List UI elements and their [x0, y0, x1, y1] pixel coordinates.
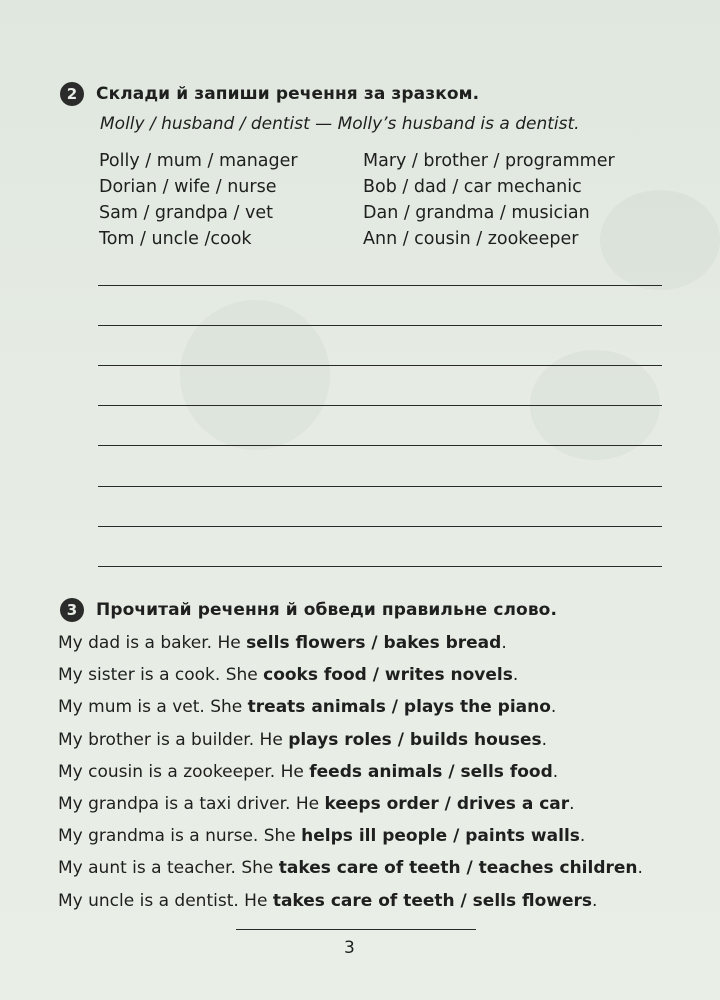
sentence-row: [58, 761, 708, 793]
choice-separator: /: [385, 697, 404, 718]
prompt-item: Dan / grandma / musician: [363, 203, 590, 223]
word-choice-option[interactable]: teaches children: [478, 858, 638, 879]
sentence-row: [58, 632, 708, 664]
sentence-text: My uncle is a dentist. He: [58, 890, 273, 911]
word-choice-option[interactable]: sells food: [460, 761, 553, 782]
sentence-row: [58, 664, 708, 696]
exercise-3-instruction: Прочитай речення й обведи правильне слово.: [96, 600, 558, 620]
sentence-period: .: [541, 729, 548, 750]
exercise-3-heading: [60, 598, 557, 622]
sentence-period: .: [579, 826, 586, 847]
word-choice-option[interactable]: sells flowers: [246, 633, 366, 653]
sentence-period: .: [637, 858, 643, 879]
example-sentence: Molly / husband / dentist — Molly’s husband is a dentist.: [100, 114, 580, 134]
answer-line[interactable]: [98, 566, 662, 567]
answer-line[interactable]: [98, 365, 662, 366]
sentence-period: .: [592, 890, 598, 911]
sentence-text: My grandma is a nurse. She: [58, 826, 302, 847]
word-choice-option[interactable]: paints walls: [465, 826, 580, 847]
prompt-item: Bob / dad / car mechanic: [363, 177, 582, 197]
sentence-text: My brother is a builder. He: [58, 729, 289, 750]
page-number: 3: [344, 938, 355, 958]
exercise-2-instruction: Склади й запиши речення за зразком.: [96, 84, 480, 104]
prompt-item: Polly / mum / manager: [99, 151, 298, 171]
word-choice-option[interactable]: builds houses: [409, 729, 542, 750]
choice-separator: /: [366, 665, 385, 686]
word-choice-option[interactable]: helps ill people: [301, 826, 448, 847]
prompt-item: Sam / grandpa / vet: [99, 203, 273, 223]
sentence-list: [58, 632, 708, 922]
choice-separator: /: [460, 858, 479, 879]
word-choice-option[interactable]: keeps order: [324, 793, 439, 814]
word-prompts: [99, 150, 679, 251]
word-choice-option[interactable]: takes care of teeth: [272, 890, 455, 911]
exercise-number-badge: 2: [60, 82, 84, 106]
sentence-row: [58, 825, 708, 857]
exercise-number-badge: 3: [60, 598, 84, 622]
bleed-through-shadow: [180, 300, 330, 450]
word-choice-option[interactable]: feeds animals: [309, 761, 443, 782]
sentence-row: [58, 793, 708, 825]
prompt-item: Ann / cousin / zookeeper: [363, 229, 579, 249]
sentence-text: My grandpa is a taxi driver. He: [58, 793, 325, 814]
answer-line[interactable]: [98, 445, 662, 446]
sentence-row: [58, 696, 708, 728]
sentence-text: My dad is a baker. He: [58, 633, 247, 653]
sentence-period: .: [512, 665, 519, 686]
word-choice-option[interactable]: cooks food: [263, 665, 367, 686]
answer-line[interactable]: [98, 486, 662, 487]
word-choice-option[interactable]: drives a car: [456, 793, 570, 814]
exercise-2-heading: [60, 82, 479, 106]
sentence-text: My mum is a vet. She: [58, 697, 248, 718]
footer-rule: [236, 929, 476, 930]
prompt-item: Mary / brother / programmer: [363, 151, 615, 171]
sentence-text: My sister is a cook. She: [58, 665, 264, 686]
answer-line[interactable]: [98, 526, 662, 527]
sentence-row: [58, 729, 708, 761]
sentence-period: .: [552, 761, 559, 782]
choice-separator: /: [447, 826, 466, 847]
sentence-text: My cousin is a zookeeper. He: [58, 761, 310, 782]
answer-line[interactable]: [98, 285, 662, 286]
sentence-period: .: [501, 633, 507, 653]
answer-line[interactable]: [98, 405, 662, 406]
answer-line[interactable]: [98, 325, 662, 326]
sentence-period: .: [550, 697, 557, 718]
word-choice-option[interactable]: bakes bread: [383, 633, 502, 653]
choice-separator: /: [454, 890, 473, 911]
word-choice-option[interactable]: plays the piano: [403, 697, 551, 718]
word-choice-option[interactable]: treats animals: [247, 697, 386, 718]
choice-separator: /: [391, 729, 410, 750]
choice-separator: /: [438, 793, 457, 814]
word-choice-option[interactable]: writes novels: [384, 665, 513, 686]
prompt-item: Tom / uncle /cook: [99, 229, 252, 249]
word-choice-option[interactable]: takes care of teeth: [278, 858, 461, 879]
choice-separator: /: [442, 761, 461, 782]
sentence-row: [58, 857, 708, 889]
sentence-period: .: [569, 793, 575, 814]
word-choice-option[interactable]: plays roles: [288, 729, 392, 750]
prompt-item: Dorian / wife / nurse: [99, 177, 277, 197]
word-choice-option[interactable]: sells flowers: [472, 890, 593, 911]
sentence-row: [58, 890, 708, 922]
sentence-text: My aunt is a teacher. She: [58, 858, 279, 879]
choice-separator: /: [365, 633, 384, 653]
